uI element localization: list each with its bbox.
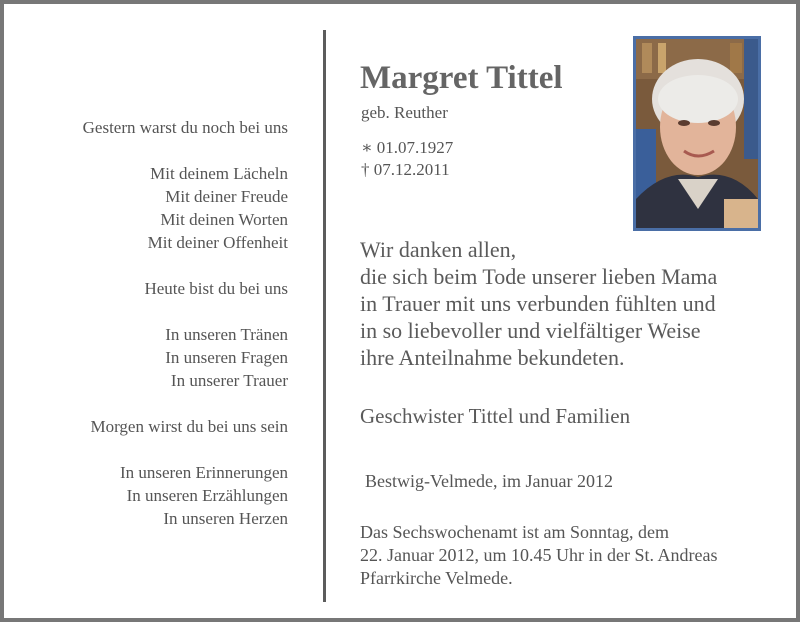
poem-stanza — [0, 415, 288, 438]
poem-line: Morgen wirst du bei uns sein — [90, 417, 288, 436]
poem-line: In unseren Fragen — [165, 348, 288, 367]
poem-line: In unseren Herzen — [163, 509, 288, 528]
thanks-line: ihre Anteilnahme bekundeten. — [360, 345, 625, 370]
poem-line: In unseren Erzählungen — [126, 486, 288, 505]
death-date: † 07.12.2011 — [361, 160, 450, 179]
thanks-line: in Trauer mit uns verbunden fühlten und — [360, 291, 716, 316]
portrait-photo — [633, 36, 761, 231]
thanks-message — [360, 236, 717, 371]
poem-stanza — [0, 277, 288, 300]
life-dates — [361, 137, 453, 181]
family-signature: Geschwister Tittel und Familien — [360, 404, 631, 428]
poem-line: Heute bist du bei uns — [144, 279, 288, 298]
poem-line: In unseren Erinnerungen — [119, 463, 288, 482]
poem-line: Mit deiner Offenheit — [147, 233, 288, 252]
poem-line: In unseren Tränen — [165, 325, 288, 344]
poem-line: Mit deinen Worten — [160, 210, 288, 229]
poem-stanza — [0, 461, 288, 530]
thanks-line: in so liebevoller und vielfältiger Weise — [360, 318, 701, 343]
thanks-line: Wir danken allen, — [360, 237, 517, 262]
poem-line: Mit deinem Lächeln — [150, 164, 288, 183]
memorial-mass-notice — [360, 521, 717, 590]
mass-line: 22. Januar 2012, um 10.45 Uhr in der St. Andreas — [360, 545, 718, 565]
vertical-divider — [323, 30, 326, 602]
poem-line: Gestern warst du noch bei uns — [82, 118, 288, 137]
birth-date: ∗ 01.07.1927 — [361, 138, 454, 157]
place-and-date: Bestwig-Velmede, im Januar 2012 — [365, 471, 613, 491]
maiden-name: geb. Reuther — [361, 103, 448, 122]
deceased-name: Margret Tittel — [360, 60, 563, 96]
portrait-image — [636, 39, 758, 228]
poem-line: In unserer Trauer — [170, 371, 288, 390]
poem-stanza — [0, 116, 288, 139]
mass-line: Pfarrkirche Velmede. — [360, 568, 513, 588]
poem-stanza — [0, 323, 288, 392]
poem-line: Mit deiner Freude — [165, 187, 288, 206]
poem-stanza — [0, 162, 288, 254]
mass-line: Das Sechswochenamt ist am Sonntag, dem — [360, 522, 669, 542]
thanks-line: die sich beim Tode unserer lieben Mama — [360, 264, 718, 289]
memorial-poem — [0, 116, 288, 553]
